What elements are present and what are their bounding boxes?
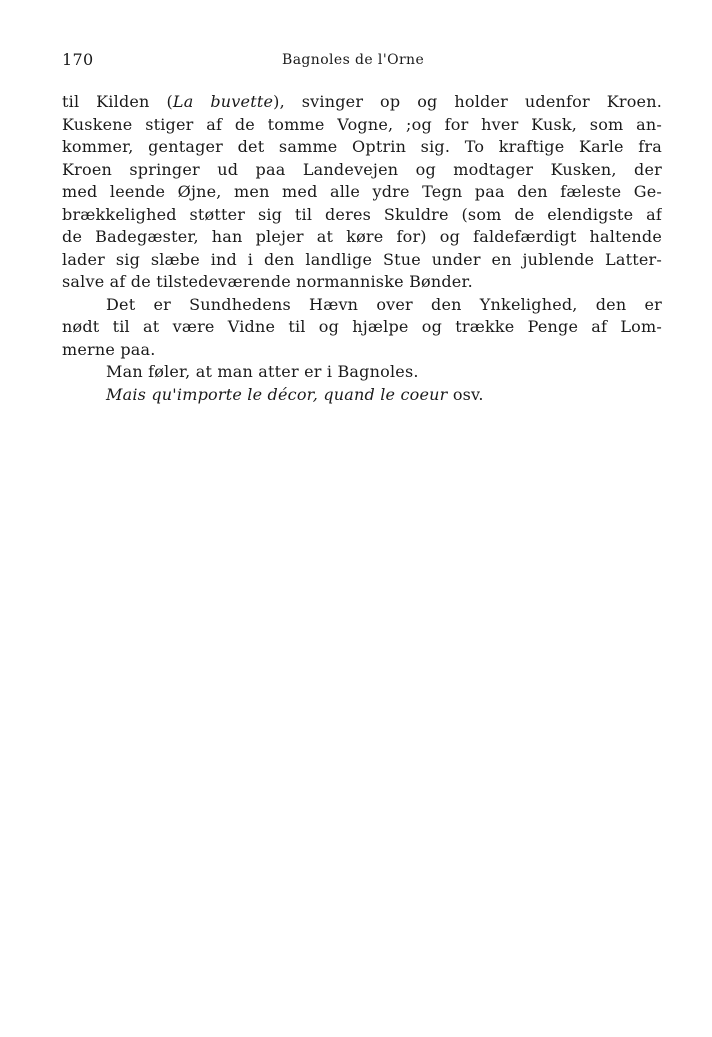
text-line-6: brækkelighed støtter sig til deres Skuldre (som de elendigste af (62, 204, 662, 224)
text-line-10: Det er Sundhedens Hævn over den Ynkelighed, den er (106, 294, 662, 314)
text-line-9: salve af de tilstedeværende normanniske Bønder. (62, 272, 473, 291)
text-segment: ), svinger op og holder udenfor Kroen. (273, 92, 662, 111)
italic-quote: Mais qu'importe le décor, quand le coeur (106, 384, 448, 404)
page-header (62, 50, 662, 74)
text-line-13: Man føler, at man atter er i Bagnoles. (106, 362, 419, 381)
text-line-4: Kroen springer ud paa Landevejen og modtager Kusken, der (62, 159, 662, 179)
text-segment: osv. (447, 384, 484, 404)
body-text (62, 91, 662, 406)
text-segment: til Kilden ( (62, 92, 173, 111)
italic-phrase: La buvette (172, 92, 274, 111)
text-line-8: lader sig slæbe ind i den landlige Stue under en jublende Latter- (62, 249, 662, 269)
text-line-7: de Badegæster, han plejer at køre for) og faldefærdigt haltende (62, 227, 662, 246)
text-line-5: med leende Øjne, men med alle ydre Tegn paa den fæleste Ge- (62, 182, 662, 201)
text-line-1 (62, 91, 662, 114)
text-line-3: kommer, gentager det samme Optrin sig. To kraftige Karle fra (62, 137, 662, 156)
text-line-2: Kuskene stiger af de tomme Vogne, ;og for hver Kusk, som an- (62, 114, 662, 134)
text-line-12: merne paa. (62, 339, 156, 359)
text-line-11: nødt til at være Vidne til og hjælpe og trække Penge af Lom- (62, 317, 662, 336)
running-title: Bagnoles de l'Orne (282, 52, 425, 68)
page-number: 170 (62, 50, 94, 69)
text-line-14 (62, 384, 662, 407)
